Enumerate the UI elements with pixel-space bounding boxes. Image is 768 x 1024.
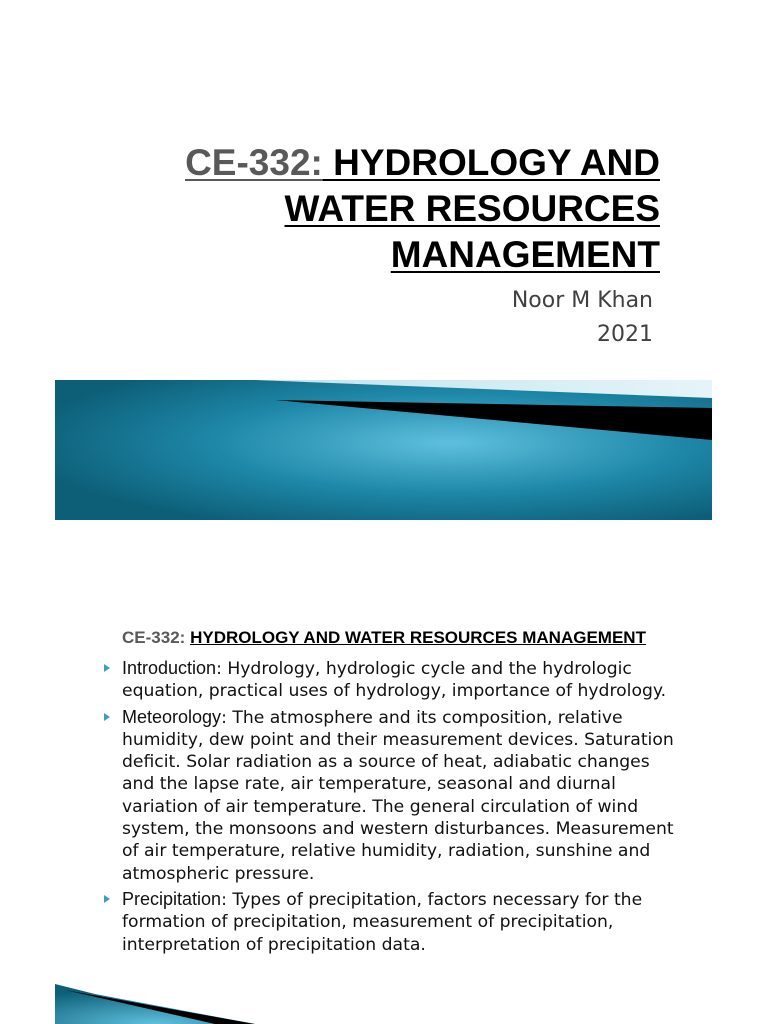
decorative-band: [55, 380, 712, 520]
triangle-bullet-icon: [104, 895, 110, 903]
topic-term: Precipitation: [122, 888, 222, 909]
title-line-3: MANAGEMENT: [390, 234, 660, 275]
content-slide-title: [0, 628, 768, 648]
author-block: [300, 284, 653, 352]
year: 2021: [597, 322, 653, 347]
title-line-2: WATER RESOURCES: [284, 188, 660, 229]
decorative-band-bottom: [55, 984, 715, 1024]
course-code: CE-332:: [122, 628, 186, 647]
topic-description: : Hydrology, hydrologic cycle and the hydrologic equation, practical uses of hydrology, importance of hydrology.: [122, 659, 667, 702]
list-item: [103, 888, 678, 956]
triangle-bullet-icon: [104, 664, 110, 672]
title-line-1: HYDROLOGY AND: [333, 142, 660, 183]
content-slide: [0, 560, 768, 1024]
band-gradient: [55, 984, 255, 1024]
topic-term: Meteorology: [122, 706, 222, 727]
topic-description: : Types of precipitation, factors necessary for the formation of precipitation, measurement of precipitation, interpretation of precipitation data.: [122, 889, 643, 955]
course-title: HYDROLOGY AND WATER RESOURCES MANAGEMENT: [190, 628, 646, 647]
author-name: Noor M Khan: [511, 288, 653, 313]
topic-term: Introduction: [122, 658, 217, 678]
course-code: CE-332:: [185, 142, 323, 183]
topic-description: : The atmosphere and its composition, relative humidity, dew point and their measurement devices. Saturation deficit. Solar radiation as a source of heat, adiabatic changes and the lapse rate, air temperature, seasonal and diurnal variation of air temperature. The general circulation of wind system, the monsoons and western disturbances. Measurement of air temperature, relative humidity, radiation, sunshine and atmospheric pressure.: [122, 707, 674, 884]
slide-title: [150, 140, 660, 278]
list-item: [103, 706, 678, 885]
list-item: [103, 657, 678, 703]
triangle-bullet-icon: [104, 713, 110, 721]
topic-list: [103, 657, 678, 959]
